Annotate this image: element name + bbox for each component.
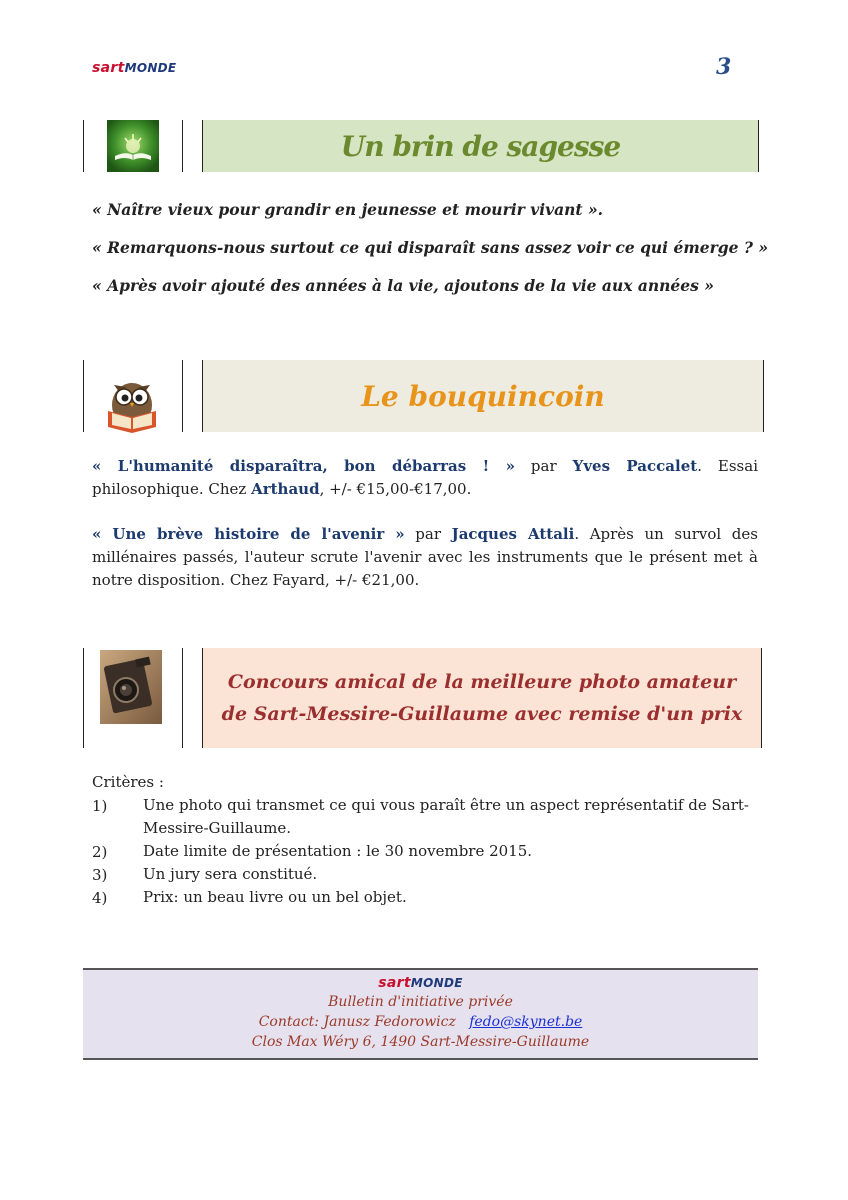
contest-title-line1: Concours amical de la meilleure photo amateur bbox=[227, 671, 737, 693]
divider-line bbox=[761, 648, 762, 748]
divider-line bbox=[83, 120, 84, 172]
book-price: , +/- €15,00-€17,00. bbox=[319, 480, 472, 498]
header-brand bbox=[92, 60, 176, 76]
criteria-text: Date limite de présentation : le 30 novembre 2015. bbox=[143, 842, 533, 860]
footer bbox=[83, 968, 758, 1060]
wisdom-banner bbox=[203, 120, 758, 172]
criteria-number: 4) bbox=[92, 889, 108, 907]
divider-line bbox=[763, 360, 764, 432]
criteria-item bbox=[143, 794, 758, 840]
criteria-number: 3) bbox=[92, 866, 108, 884]
footer-brand bbox=[83, 974, 758, 992]
contest-title-line2: de Sart-Messire-Guillaume avec remise d'un prix bbox=[221, 703, 743, 725]
open-book-icon bbox=[107, 120, 159, 172]
brand-part1: sart bbox=[92, 60, 125, 76]
brand-part2: MONDE bbox=[410, 976, 463, 990]
book-author: Yves Paccalet bbox=[572, 457, 698, 475]
book-by: par bbox=[530, 457, 557, 475]
criteria-text: Un jury sera constitué. bbox=[143, 865, 318, 883]
criteria-number: 1) bbox=[92, 797, 108, 815]
book-entry-2 bbox=[92, 523, 758, 592]
footer-contact bbox=[83, 1012, 758, 1032]
footer-tagline: Bulletin d'initiative privée bbox=[328, 994, 513, 1010]
divider-line bbox=[758, 120, 759, 172]
quote: « Après avoir ajouté des années à la vie, ajoutons de la vie aux années » bbox=[92, 276, 714, 295]
divider-line bbox=[182, 120, 183, 172]
contact-label: Contact: Janusz Fedorowicz bbox=[258, 1014, 456, 1030]
page-number: 3 bbox=[716, 54, 732, 80]
brand-part1: sart bbox=[378, 975, 411, 991]
email-link[interactable]: fedo@skynet.be bbox=[469, 1014, 583, 1030]
book-title: « L'humanité disparaîtra, bon débarras ! » bbox=[92, 457, 515, 475]
book-entry-1 bbox=[92, 455, 758, 501]
criteria-number: 2) bbox=[92, 843, 108, 861]
book-desc: . Essai philosophique. Chez bbox=[92, 457, 758, 498]
owl-reading-icon bbox=[100, 375, 164, 435]
book-title: « Une brève histoire de l'avenir » bbox=[92, 525, 405, 543]
book-by: par bbox=[415, 525, 441, 543]
contest-banner bbox=[203, 648, 761, 748]
divider-line bbox=[182, 648, 183, 748]
quote: « Naître vieux pour grandir en jeunesse et mourir vivant ». bbox=[92, 200, 604, 219]
divider-line bbox=[83, 360, 84, 432]
books-title: Le bouquincoin bbox=[361, 379, 605, 413]
criteria-text: Messire-Guillaume. bbox=[143, 819, 292, 837]
wisdom-title: Un brin de sagesse bbox=[340, 129, 621, 163]
book-publisher: Arthaud bbox=[251, 480, 320, 498]
footer-address: Clos Max Wéry 6, 1490 Sart-Messire-Guillaume bbox=[251, 1034, 590, 1050]
book-author: Jacques Attali bbox=[451, 525, 575, 543]
divider-line bbox=[182, 360, 183, 432]
criteria-text: Prix: un beau livre ou un bel objet. bbox=[143, 888, 407, 906]
quote: « Remarquons-nous surtout ce qui disparaît sans assez voir ce qui émerge ? » bbox=[92, 238, 769, 257]
criteria-text: Une photo qui transmet ce qui vous paraît être un aspect représentatif de Sart- bbox=[143, 796, 749, 814]
vintage-camera-icon bbox=[100, 650, 162, 724]
books-banner bbox=[203, 360, 763, 432]
criteria-label: Critères : bbox=[92, 773, 164, 791]
book-desc: . Après un survol des millénaires passés, l'auteur scrute l'avenir avec les instruments que le présent met à notre disposition. Chez Fayard, +/- €21,00. bbox=[92, 525, 758, 589]
divider-line bbox=[83, 648, 84, 748]
brand-part2: MONDE bbox=[124, 61, 177, 75]
